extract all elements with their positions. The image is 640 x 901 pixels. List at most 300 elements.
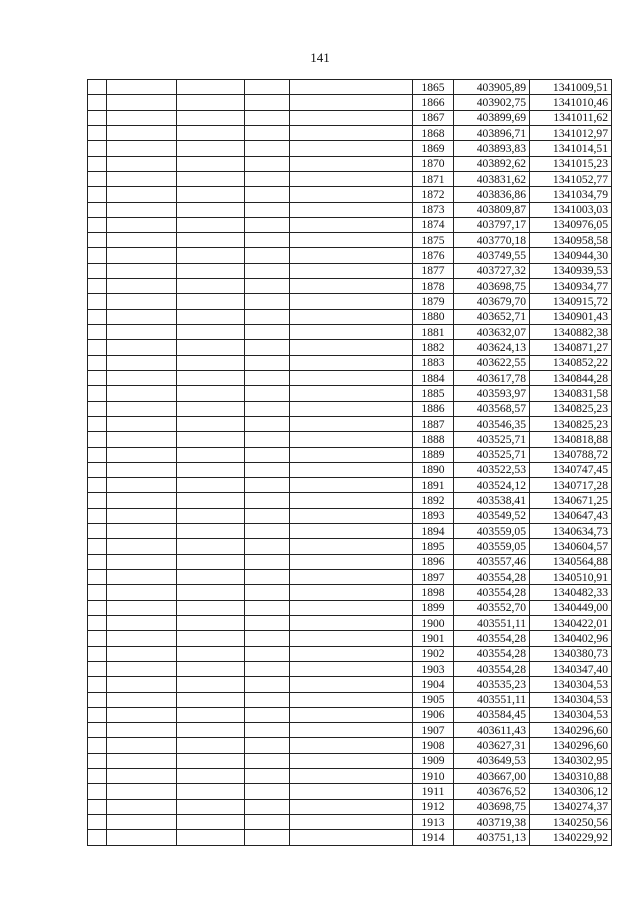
empty-cell-col-5 <box>290 187 413 202</box>
empty-cell-col-4 <box>245 769 290 784</box>
empty-cell-col-3 <box>177 615 245 630</box>
point-number-cell: 1891 <box>413 478 454 493</box>
empty-cell-col-1 <box>88 631 107 646</box>
point-number-cell: 1867 <box>413 110 454 125</box>
point-number-cell: 1896 <box>413 554 454 569</box>
empty-cell-col-1 <box>88 110 107 125</box>
empty-cell-col-5 <box>290 95 413 110</box>
y-coordinate-cell: 1340747,45 <box>530 462 612 477</box>
x-coordinate-cell: 403649,53 <box>454 753 530 768</box>
empty-cell-col-1 <box>88 370 107 385</box>
empty-cell-col-3 <box>177 80 245 95</box>
empty-cell-col-1 <box>88 309 107 324</box>
point-number-cell: 1884 <box>413 370 454 385</box>
x-coordinate-cell: 403627,31 <box>454 738 530 753</box>
empty-cell-col-2 <box>107 585 177 600</box>
empty-cell-col-5 <box>290 570 413 585</box>
table-row <box>88 95 612 110</box>
empty-cell-col-2 <box>107 447 177 462</box>
y-coordinate-cell: 1340510,91 <box>530 570 612 585</box>
point-number-cell: 1914 <box>413 830 454 845</box>
empty-cell-col-4 <box>245 707 290 722</box>
empty-cell-col-1 <box>88 600 107 615</box>
empty-cell-col-1 <box>88 156 107 171</box>
table-row <box>88 202 612 217</box>
y-coordinate-cell: 1340304,53 <box>530 677 612 692</box>
table-row <box>88 171 612 186</box>
empty-cell-col-3 <box>177 432 245 447</box>
empty-cell-col-5 <box>290 753 413 768</box>
empty-cell-col-1 <box>88 769 107 784</box>
x-coordinate-cell: 403809,87 <box>454 202 530 217</box>
empty-cell-col-3 <box>177 478 245 493</box>
table-row <box>88 539 612 554</box>
y-coordinate-cell: 1340310,88 <box>530 769 612 784</box>
table-row <box>88 646 612 661</box>
point-number-cell: 1887 <box>413 416 454 431</box>
point-number-cell: 1909 <box>413 753 454 768</box>
y-coordinate-cell: 1340671,25 <box>530 493 612 508</box>
x-coordinate-cell: 403554,28 <box>454 646 530 661</box>
empty-cell-col-1 <box>88 432 107 447</box>
point-number-cell: 1893 <box>413 508 454 523</box>
empty-cell-col-4 <box>245 784 290 799</box>
empty-cell-col-2 <box>107 248 177 263</box>
x-coordinate-cell: 403836,86 <box>454 187 530 202</box>
table-body <box>88 80 612 846</box>
empty-cell-col-2 <box>107 631 177 646</box>
table-row <box>88 478 612 493</box>
point-number-cell: 1906 <box>413 707 454 722</box>
table-row <box>88 110 612 125</box>
empty-cell-col-3 <box>177 202 245 217</box>
table-row <box>88 615 612 630</box>
empty-cell-col-5 <box>290 677 413 692</box>
empty-cell-col-2 <box>107 340 177 355</box>
y-coordinate-cell: 1340958,58 <box>530 233 612 248</box>
y-coordinate-cell: 1340934,77 <box>530 279 612 294</box>
table-row <box>88 432 612 447</box>
y-coordinate-cell: 1340564,88 <box>530 554 612 569</box>
empty-cell-col-3 <box>177 830 245 845</box>
empty-cell-col-3 <box>177 370 245 385</box>
table-row <box>88 830 612 845</box>
empty-cell-col-2 <box>107 233 177 248</box>
y-coordinate-cell: 1340422,01 <box>530 615 612 630</box>
empty-cell-col-5 <box>290 692 413 707</box>
point-number-cell: 1901 <box>413 631 454 646</box>
empty-cell-col-1 <box>88 508 107 523</box>
y-coordinate-cell: 1340302,95 <box>530 753 612 768</box>
y-coordinate-cell: 1340976,05 <box>530 217 612 232</box>
empty-cell-col-1 <box>88 80 107 95</box>
empty-cell-col-1 <box>88 554 107 569</box>
table-row <box>88 692 612 707</box>
point-number-cell: 1911 <box>413 784 454 799</box>
empty-cell-col-4 <box>245 95 290 110</box>
empty-cell-col-1 <box>88 401 107 416</box>
y-coordinate-cell: 1340482,33 <box>530 585 612 600</box>
y-coordinate-cell: 1340250,56 <box>530 815 612 830</box>
point-number-cell: 1874 <box>413 217 454 232</box>
y-coordinate-cell: 1341034,79 <box>530 187 612 202</box>
empty-cell-col-3 <box>177 769 245 784</box>
empty-cell-col-2 <box>107 217 177 232</box>
x-coordinate-cell: 403525,71 <box>454 432 530 447</box>
point-number-cell: 1892 <box>413 493 454 508</box>
point-number-cell: 1910 <box>413 769 454 784</box>
table-row <box>88 80 612 95</box>
empty-cell-col-5 <box>290 355 413 370</box>
empty-cell-col-1 <box>88 294 107 309</box>
empty-cell-col-3 <box>177 723 245 738</box>
empty-cell-col-4 <box>245 110 290 125</box>
empty-cell-col-2 <box>107 279 177 294</box>
empty-cell-col-5 <box>290 631 413 646</box>
table-row <box>88 263 612 278</box>
point-number-cell: 1889 <box>413 447 454 462</box>
empty-cell-col-2 <box>107 141 177 156</box>
empty-cell-col-3 <box>177 141 245 156</box>
x-coordinate-cell: 403676,52 <box>454 784 530 799</box>
y-coordinate-cell: 1340788,72 <box>530 447 612 462</box>
empty-cell-col-3 <box>177 325 245 340</box>
x-coordinate-cell: 403557,46 <box>454 554 530 569</box>
empty-cell-col-1 <box>88 615 107 630</box>
x-coordinate-cell: 403611,43 <box>454 723 530 738</box>
empty-cell-col-1 <box>88 646 107 661</box>
empty-cell-col-4 <box>245 570 290 585</box>
point-number-cell: 1912 <box>413 799 454 814</box>
y-coordinate-cell: 1340944,30 <box>530 248 612 263</box>
x-coordinate-cell: 403622,55 <box>454 355 530 370</box>
empty-cell-col-5 <box>290 508 413 523</box>
empty-cell-col-2 <box>107 784 177 799</box>
empty-cell-col-4 <box>245 830 290 845</box>
empty-cell-col-3 <box>177 233 245 248</box>
empty-cell-col-1 <box>88 539 107 554</box>
empty-cell-col-3 <box>177 815 245 830</box>
empty-cell-col-3 <box>177 707 245 722</box>
table-row <box>88 401 612 416</box>
empty-cell-col-4 <box>245 539 290 554</box>
empty-cell-col-1 <box>88 478 107 493</box>
empty-cell-col-4 <box>245 279 290 294</box>
x-coordinate-cell: 403905,89 <box>454 80 530 95</box>
empty-cell-col-3 <box>177 677 245 692</box>
empty-cell-col-5 <box>290 432 413 447</box>
empty-cell-col-3 <box>177 355 245 370</box>
y-coordinate-cell: 1340402,96 <box>530 631 612 646</box>
y-coordinate-cell: 1340825,23 <box>530 401 612 416</box>
x-coordinate-cell: 403679,70 <box>454 294 530 309</box>
x-coordinate-cell: 403554,28 <box>454 661 530 676</box>
x-coordinate-cell: 403899,69 <box>454 110 530 125</box>
y-coordinate-cell: 1340915,72 <box>530 294 612 309</box>
x-coordinate-cell: 403892,62 <box>454 156 530 171</box>
point-number-cell: 1876 <box>413 248 454 263</box>
empty-cell-col-3 <box>177 248 245 263</box>
empty-cell-col-3 <box>177 661 245 676</box>
empty-cell-col-5 <box>290 493 413 508</box>
x-coordinate-cell: 403719,38 <box>454 815 530 830</box>
y-coordinate-cell: 1340274,37 <box>530 799 612 814</box>
empty-cell-col-4 <box>245 799 290 814</box>
table-row <box>88 753 612 768</box>
empty-cell-col-1 <box>88 355 107 370</box>
empty-cell-col-1 <box>88 462 107 477</box>
empty-cell-col-3 <box>177 600 245 615</box>
empty-cell-col-5 <box>290 784 413 799</box>
empty-cell-col-2 <box>107 125 177 140</box>
empty-cell-col-4 <box>245 432 290 447</box>
x-coordinate-cell: 403617,78 <box>454 370 530 385</box>
empty-cell-col-4 <box>245 753 290 768</box>
y-coordinate-cell: 1341010,46 <box>530 95 612 110</box>
point-number-cell: 1894 <box>413 524 454 539</box>
empty-cell-col-5 <box>290 830 413 845</box>
empty-cell-col-4 <box>245 355 290 370</box>
x-coordinate-cell: 403593,97 <box>454 386 530 401</box>
empty-cell-col-2 <box>107 738 177 753</box>
empty-cell-col-5 <box>290 309 413 324</box>
empty-cell-col-2 <box>107 646 177 661</box>
empty-cell-col-4 <box>245 233 290 248</box>
x-coordinate-cell: 403902,75 <box>454 95 530 110</box>
y-coordinate-cell: 1341012,97 <box>530 125 612 140</box>
empty-cell-col-2 <box>107 478 177 493</box>
empty-cell-col-4 <box>245 478 290 493</box>
empty-cell-col-1 <box>88 524 107 539</box>
x-coordinate-cell: 403770,18 <box>454 233 530 248</box>
empty-cell-col-3 <box>177 493 245 508</box>
empty-cell-col-2 <box>107 815 177 830</box>
table-row <box>88 233 612 248</box>
empty-cell-col-5 <box>290 615 413 630</box>
empty-cell-col-5 <box>290 401 413 416</box>
empty-cell-col-5 <box>290 386 413 401</box>
empty-cell-col-1 <box>88 815 107 830</box>
empty-cell-col-3 <box>177 309 245 324</box>
x-coordinate-cell: 403559,05 <box>454 539 530 554</box>
empty-cell-col-1 <box>88 233 107 248</box>
empty-cell-col-4 <box>245 738 290 753</box>
empty-cell-col-4 <box>245 447 290 462</box>
y-coordinate-cell: 1341003,03 <box>530 202 612 217</box>
empty-cell-col-2 <box>107 416 177 431</box>
empty-cell-col-5 <box>290 769 413 784</box>
empty-cell-col-3 <box>177 631 245 646</box>
empty-cell-col-3 <box>177 340 245 355</box>
empty-cell-col-4 <box>245 631 290 646</box>
table-row <box>88 661 612 676</box>
y-coordinate-cell: 1340229,92 <box>530 830 612 845</box>
empty-cell-col-5 <box>290 799 413 814</box>
empty-cell-col-2 <box>107 187 177 202</box>
y-coordinate-cell: 1340449,00 <box>530 600 612 615</box>
x-coordinate-cell: 403727,32 <box>454 263 530 278</box>
empty-cell-col-4 <box>245 125 290 140</box>
empty-cell-col-5 <box>290 141 413 156</box>
y-coordinate-cell: 1340831,58 <box>530 386 612 401</box>
empty-cell-col-2 <box>107 508 177 523</box>
x-coordinate-cell: 403667,00 <box>454 769 530 784</box>
empty-cell-col-3 <box>177 294 245 309</box>
empty-cell-col-2 <box>107 462 177 477</box>
point-number-cell: 1903 <box>413 661 454 676</box>
empty-cell-col-3 <box>177 171 245 186</box>
empty-cell-col-3 <box>177 125 245 140</box>
x-coordinate-cell: 403632,07 <box>454 325 530 340</box>
table-row <box>88 815 612 830</box>
empty-cell-col-1 <box>88 707 107 722</box>
table-row <box>88 217 612 232</box>
empty-cell-col-1 <box>88 677 107 692</box>
empty-cell-col-2 <box>107 554 177 569</box>
x-coordinate-cell: 403893,83 <box>454 141 530 156</box>
y-coordinate-cell: 1340304,53 <box>530 692 612 707</box>
empty-cell-col-1 <box>88 493 107 508</box>
empty-cell-col-3 <box>177 784 245 799</box>
empty-cell-col-5 <box>290 416 413 431</box>
empty-cell-col-5 <box>290 646 413 661</box>
empty-cell-col-2 <box>107 171 177 186</box>
empty-cell-col-4 <box>245 340 290 355</box>
empty-cell-col-2 <box>107 370 177 385</box>
empty-cell-col-2 <box>107 799 177 814</box>
x-coordinate-cell: 403551,11 <box>454 692 530 707</box>
empty-cell-col-4 <box>245 692 290 707</box>
x-coordinate-cell: 403559,05 <box>454 524 530 539</box>
x-coordinate-cell: 403652,71 <box>454 309 530 324</box>
empty-cell-col-5 <box>290 600 413 615</box>
empty-cell-col-2 <box>107 401 177 416</box>
empty-cell-col-4 <box>245 600 290 615</box>
point-number-cell: 1872 <box>413 187 454 202</box>
empty-cell-col-2 <box>107 570 177 585</box>
empty-cell-col-5 <box>290 279 413 294</box>
empty-cell-col-3 <box>177 585 245 600</box>
table-row <box>88 554 612 569</box>
point-number-cell: 1871 <box>413 171 454 186</box>
empty-cell-col-4 <box>245 248 290 263</box>
empty-cell-col-4 <box>245 386 290 401</box>
y-coordinate-cell: 1340380,73 <box>530 646 612 661</box>
y-coordinate-cell: 1340647,43 <box>530 508 612 523</box>
y-coordinate-cell: 1340717,28 <box>530 478 612 493</box>
empty-cell-col-1 <box>88 187 107 202</box>
empty-cell-col-5 <box>290 370 413 385</box>
y-coordinate-cell: 1340306,12 <box>530 784 612 799</box>
table-row <box>88 141 612 156</box>
empty-cell-col-2 <box>107 263 177 278</box>
y-coordinate-cell: 1341009,51 <box>530 80 612 95</box>
x-coordinate-cell: 403554,28 <box>454 585 530 600</box>
empty-cell-col-2 <box>107 355 177 370</box>
point-number-cell: 1878 <box>413 279 454 294</box>
point-number-cell: 1898 <box>413 585 454 600</box>
empty-cell-col-2 <box>107 615 177 630</box>
empty-cell-col-3 <box>177 416 245 431</box>
y-coordinate-cell: 1341014,51 <box>530 141 612 156</box>
empty-cell-col-2 <box>107 156 177 171</box>
empty-cell-col-2 <box>107 723 177 738</box>
point-number-cell: 1883 <box>413 355 454 370</box>
point-number-cell: 1900 <box>413 615 454 630</box>
point-number-cell: 1880 <box>413 309 454 324</box>
x-coordinate-cell: 403554,28 <box>454 570 530 585</box>
y-coordinate-cell: 1340296,60 <box>530 738 612 753</box>
x-coordinate-cell: 403751,13 <box>454 830 530 845</box>
x-coordinate-cell: 403554,28 <box>454 631 530 646</box>
y-coordinate-cell: 1340901,43 <box>530 309 612 324</box>
y-coordinate-cell: 1341011,62 <box>530 110 612 125</box>
y-coordinate-cell: 1340296,60 <box>530 723 612 738</box>
x-coordinate-cell: 403552,70 <box>454 600 530 615</box>
empty-cell-col-4 <box>245 646 290 661</box>
empty-cell-col-3 <box>177 570 245 585</box>
empty-cell-col-1 <box>88 447 107 462</box>
empty-cell-col-1 <box>88 386 107 401</box>
empty-cell-col-5 <box>290 524 413 539</box>
empty-cell-col-2 <box>107 769 177 784</box>
empty-cell-col-5 <box>290 125 413 140</box>
point-number-cell: 1890 <box>413 462 454 477</box>
empty-cell-col-4 <box>245 171 290 186</box>
empty-cell-col-4 <box>245 401 290 416</box>
empty-cell-col-2 <box>107 677 177 692</box>
empty-cell-col-2 <box>107 707 177 722</box>
empty-cell-col-5 <box>290 815 413 830</box>
empty-cell-col-5 <box>290 661 413 676</box>
point-number-cell: 1877 <box>413 263 454 278</box>
x-coordinate-cell: 403624,13 <box>454 340 530 355</box>
empty-cell-col-2 <box>107 110 177 125</box>
empty-cell-col-4 <box>245 80 290 95</box>
point-number-cell: 1907 <box>413 723 454 738</box>
empty-cell-col-2 <box>107 661 177 676</box>
point-number-cell: 1882 <box>413 340 454 355</box>
empty-cell-col-3 <box>177 799 245 814</box>
y-coordinate-cell: 1341052,77 <box>530 171 612 186</box>
empty-cell-col-1 <box>88 171 107 186</box>
empty-cell-col-2 <box>107 80 177 95</box>
empty-cell-col-4 <box>245 524 290 539</box>
empty-cell-col-3 <box>177 386 245 401</box>
empty-cell-col-3 <box>177 646 245 661</box>
page-number: 141 <box>310 50 330 65</box>
table-row <box>88 340 612 355</box>
point-number-cell: 1879 <box>413 294 454 309</box>
table-row <box>88 769 612 784</box>
empty-cell-col-1 <box>88 202 107 217</box>
point-number-cell: 1865 <box>413 80 454 95</box>
empty-cell-col-1 <box>88 784 107 799</box>
empty-cell-col-4 <box>245 187 290 202</box>
empty-cell-col-2 <box>107 692 177 707</box>
table-row <box>88 723 612 738</box>
empty-cell-col-2 <box>107 432 177 447</box>
empty-cell-col-1 <box>88 248 107 263</box>
empty-cell-col-3 <box>177 156 245 171</box>
x-coordinate-cell: 403896,71 <box>454 125 530 140</box>
table-row <box>88 447 612 462</box>
table-row <box>88 585 612 600</box>
y-coordinate-cell: 1340604,57 <box>530 539 612 554</box>
table-row <box>88 294 612 309</box>
empty-cell-col-1 <box>88 661 107 676</box>
empty-cell-col-4 <box>245 615 290 630</box>
